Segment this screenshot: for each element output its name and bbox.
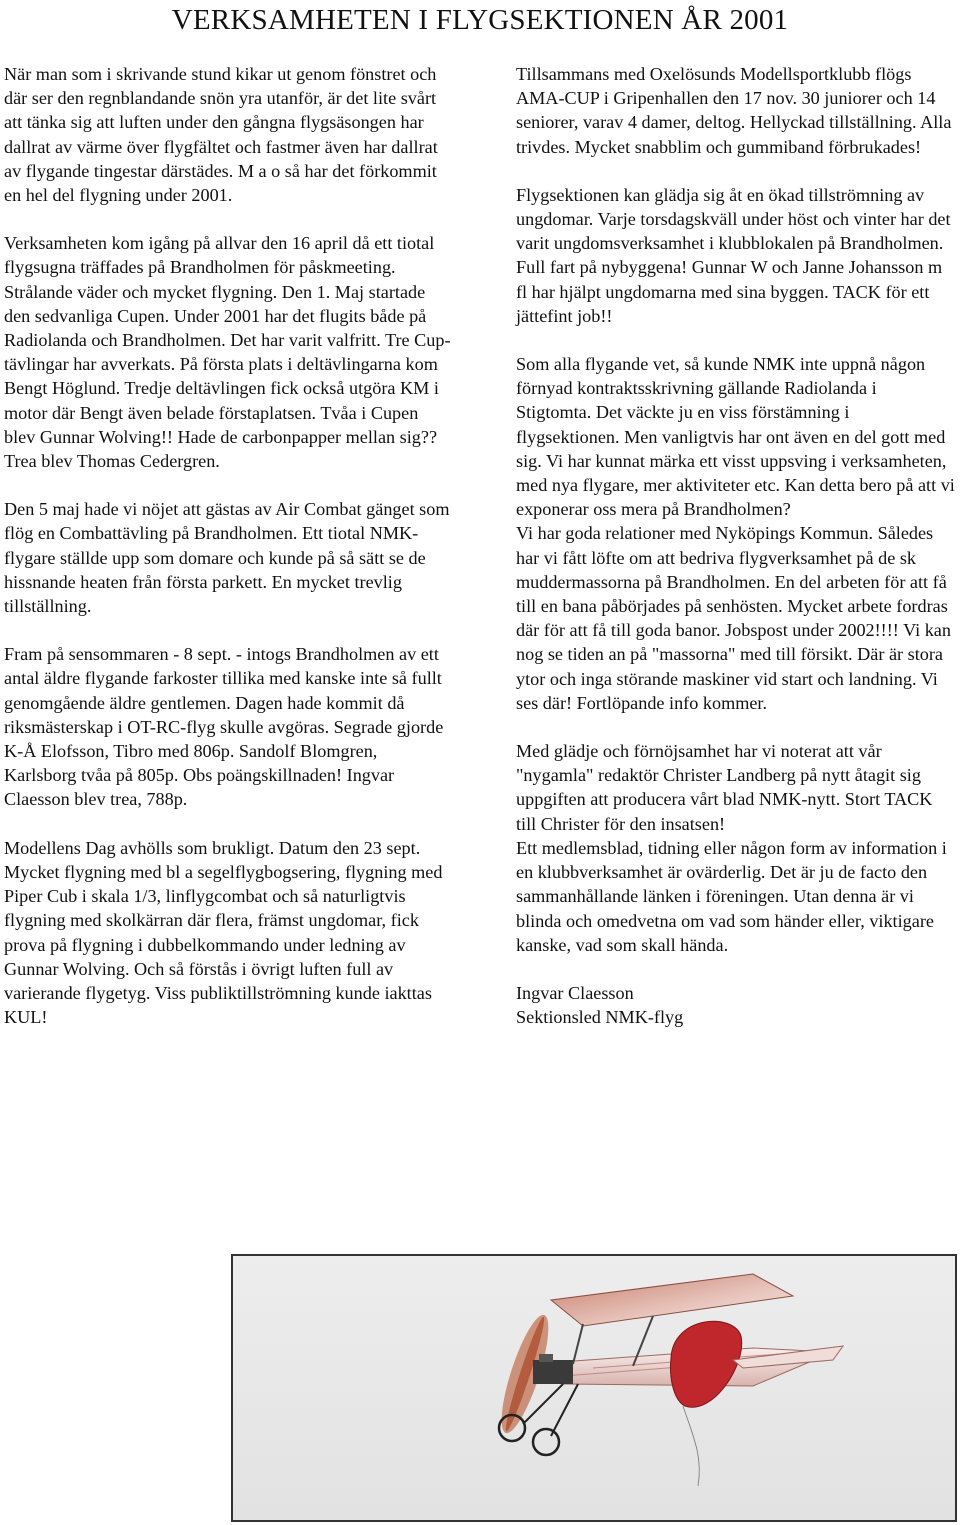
paragraph-member-magazine: Ett medlemsblad, tidning eller någon form av information i en klubbverksamhet är ovärderlig. Det är ju de facto den sammanhållande länken i föreningen. Utan denna är vi blinda och omedvetna om vad som händer eller, viktigare kanske, vad som skall hända.	[516, 837, 947, 955]
paragraph-kommun: Vi har goda relationer med Nyköpings Kommun. Således har vi fått löfte om att bedriva flygverksamhet på de sk muddermassorna på Brandholmen. En del arbeten för att få till en bana påbörjades på senhösten. Mycket arbete fordras där för att få till goda banor. Jobspost under 2002!!!! Vi kan nog se tiden an på "massorna" med till försikt. Där är stora ytor och inga störande maskiner vid start och landning. Vi ses där! Fortlöpande info kommer.	[516, 523, 951, 713]
paragraph-ama-cup: Tillsammans med Oxelösunds Modellsportklubb flögs AMA-CUP i Gripenhallen den 17 nov. 30 juniorer och 14 seniorer, varav 4 damer, deltog. Hellyckad tillställning. Alla trivdes. Mycket snabblim och gummiband förbrukades!	[516, 64, 952, 157]
right-column	[516, 62, 956, 1029]
model-airplane-photo	[231, 1254, 957, 1522]
paragraph-modellens-dag: Modellens Dag avhölls som brukligt. Datum den 23 sept. Mycket flygning med bl a segelflygbogsering, flygning med Piper Cub i skala 1/3, linflygcombat och så naturligtvis flygning med skolkärran där flera, främst ungdomar, fick prova på flygning i dubbelkommando under ledning av Gunnar Wolving. Och så förstås i övrigt luften full av varierande flygetyg. Viss publiktillströmning kunde iakttas KUL!	[4, 837, 443, 1028]
paragraph-youth: Flygsektionen kan glädja sig åt en ökad tillströmning av ungdomar. Varje torsdagskväll under höst och vinter har det varit ungdomsverksamhet i klubblokalen på Brandholmen. Full fart på nybyggena! Gunnar W och Janne Johansson m fl har hjälpt ungdomarna med sina byggen. TACK för ett jättefint job!!	[516, 184, 951, 326]
paragraph-cup: Verksamheten kom igång på allvar den 16 april då ett tiotal flygsugna träffades på Brandholmen för påskmeeting. Strålande väder och mycket flygning. Den 1. Maj startade den sedvanliga Cupen. Under 2001 har det flugits både på Radiolanda och Brandholmen. Det har varit valfritt. Tre Cup-tävlingar har avverkats. På första plats i deltävlingarna kom Bengt Höglund. Tredje deltävlingen fick också utgöra KM i motor där Bengt även belade förstaplatsen. Tvåa i Cupen blev Gunnar Wolving!! Hade de carbonpapper mellan sig?? Trea blev Thomas Cedergren.	[4, 233, 451, 472]
paragraph-radiolanda: Som alla flygande vet, så kunde NMK inte uppnå någon förnyad kontraktsskrivning gällande Radiolanda i Stigtomta. Det väckte ju en viss förstämning i flygsektionen. Men vanligtvis har ont även en del gott med sig. Vi har kunnat märka ett visst uppsving i verksamheten, med nya flygare, mer aktiviteter etc. Kan detta bero på att vi exponerar oss mera på Brandholmen?	[516, 354, 955, 520]
signature	[516, 981, 956, 1029]
paragraph-intro: När man som i skrivande stund kikar ut genom fönstret och där ser den regnblandande snön yra utanför, är det lite svårt att tänka sig att luften under den gångna flygsäsongen har dallrat av värme över flygfältet och fastmer även har dallrat av flygande tingestar därstädes. M a o så har det förkommit en hel del flygning under 2001.	[4, 64, 438, 206]
signature-name: Ingvar Claesson	[516, 982, 634, 1003]
signature-role: Sektionsled NMK-flyg	[516, 1007, 684, 1028]
paragraph-editor: Med glädje och förnöjsamhet har vi noterat att vår "nygamla" redaktör Christer Landberg på nytt åtagit sig uppgiften att producera vårt blad NMK-nytt. Stort TACK till Christer för den insatsen!	[516, 741, 933, 834]
left-column	[4, 62, 452, 1053]
paragraph-air-combat: Den 5 maj hade vi nöjet att gästas av Air Combat gänget som flög en Combattävling på Brandholmen. Ett tiotal NMK-flygare ställde upp som domare och kunde på så sätt se de hissnande heaten från första parkett. En mycket trevlig tillställning.	[4, 499, 450, 617]
paragraph-ot-rc: Fram på sensommaren - 8 sept. - intogs Brandholmen av ett antal äldre flygande farkoster tillika med kanske inte så fullt genomgående äldre gentlemen. Dagen hade kommit då riksmästerskap i OT-RC-flyg skulle avgöras. Segrade gjorde K-Å Elofsson, Tibro med 806p. Sandolf Blomgren, Karlsborg tvåa på 805p. Obs poängskillnaden! Ingvar Claesson blev trea, 788p.	[4, 644, 444, 810]
page-title: VERKSAMHETEN I FLYGSEKTIONEN ÅR 2001	[171, 4, 789, 36]
